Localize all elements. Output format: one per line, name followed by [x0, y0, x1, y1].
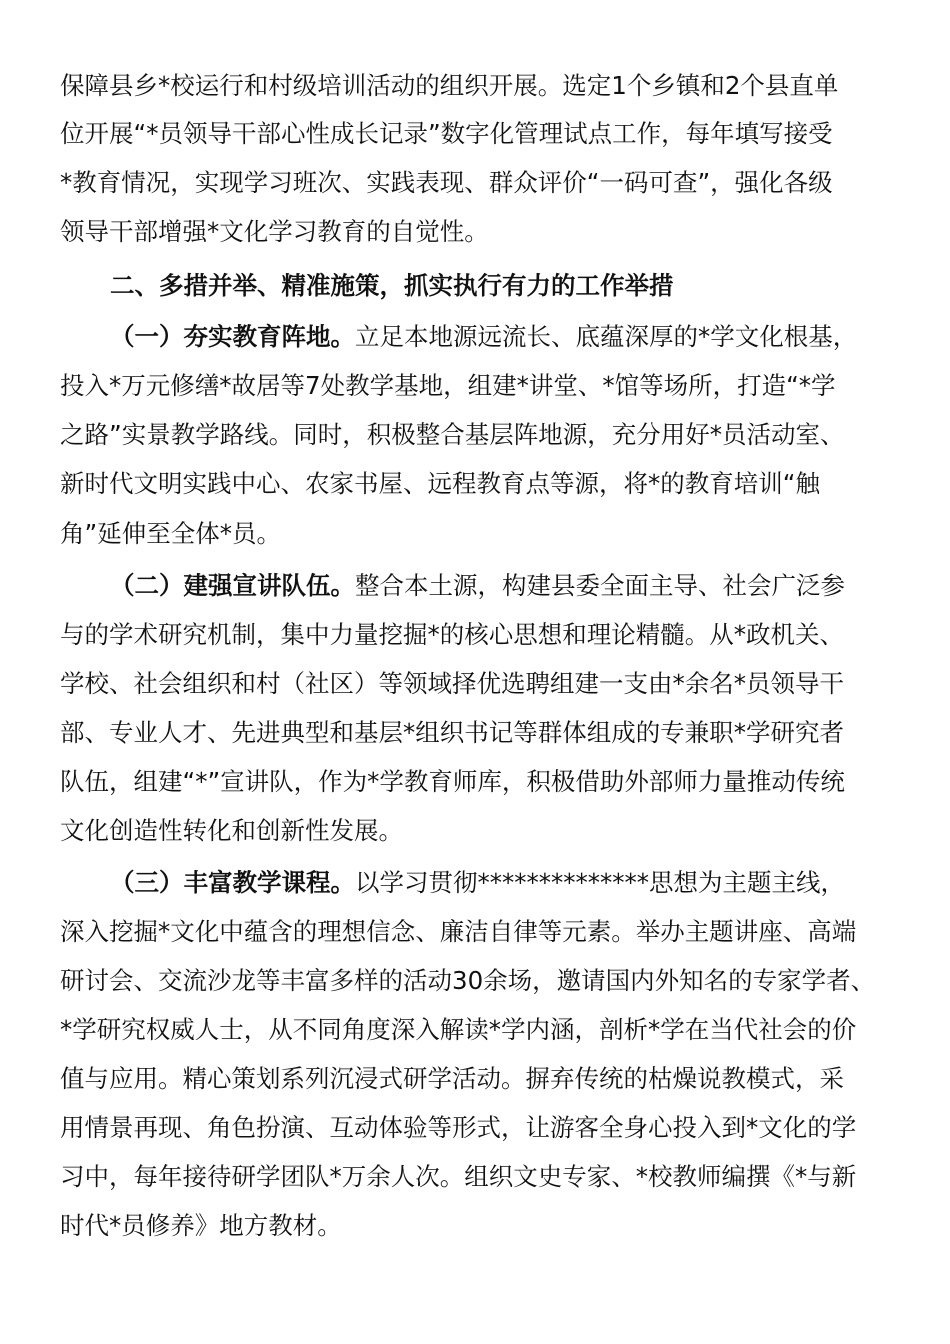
section-heading: 二、多措并举、精准施策，抓实执行有力的工作举措 [110, 271, 674, 300]
item-title: （二）建强宣讲队伍。 [110, 571, 355, 600]
paragraph-line: 深入挖掘*文化中蕴含的理想信念、廉洁自律等元素。举办主题讲座、高端 [60, 917, 857, 946]
item-text: 以学习贯彻**************思想为主题主线， [355, 868, 845, 897]
paragraph-line: 学校、社会组织和村（社区）等领域择优选聘组建一支由*余名*员领导干 [60, 669, 844, 698]
paragraph-line: 用情景再现、角色扮演、互动体验等形式，让游客全身心投入到*文化的学 [60, 1113, 857, 1142]
item-title: （三）丰富教学课程。 [110, 868, 355, 897]
paragraph-line: 投入*万元修缮*故居等7处教学基地，组建*讲堂、*馆等场所，打造“*学 [60, 371, 836, 400]
item-title: （一）夯实教育阵地。 [110, 322, 355, 351]
paragraph-line: 研讨会、交流沙龙等丰富多样的活动30余场，邀请国内外知名的专家学者、 [60, 966, 876, 995]
paragraph-line: 保障县乡*校运行和村级培训活动的组织开展。选定1个乡镇和2个县直单 [60, 71, 839, 100]
paragraph-line: 与的学术研究机制，集中力量挖掘*的核心思想和理论精髓。从*政机关、 [60, 620, 844, 649]
paragraph-line: 新时代文明实践中心、农家书屋、远程教育点等源，将*的教育培训“触 [60, 469, 820, 498]
paragraph-line: 值与应用。精心策划系列沉浸式研学活动。摒弃传统的枯燥说教模式，采 [60, 1064, 844, 1093]
paragraph-line: 角”延伸至全体*员。 [60, 519, 281, 548]
paragraph-line: 文化创造性转化和创新性发展。 [60, 816, 403, 845]
item-text: 立足本地源远流长、底蕴深厚的*学文化根基， [355, 322, 858, 351]
paragraph-line: 部、专业人才、先进典型和基层*组织书记等群体组成的专兼职*学研究者 [60, 718, 844, 747]
paragraph-line: 习中，每年接待研学团队*万余人次。组织文史专家、*校教师编撰《*与新 [60, 1162, 857, 1191]
paragraph-line: 之路”实景教学路线。同时，积极整合基层阵地源，充分用好*员活动室、 [60, 420, 845, 449]
paragraph-line: 领导干部增强*文化学习教育的自觉性。 [60, 217, 489, 246]
item-first-line [110, 313, 900, 361]
item-first-line [110, 562, 900, 610]
paragraph-line: 时代*员修养》地方教材。 [60, 1211, 342, 1240]
item-first-line [110, 859, 900, 907]
item-text: 整合本土源，构建县委全面主导、社会广泛参 [355, 571, 845, 600]
paragraph-line: *教育情况，实现学习班次、实践表现、群众评价“一码可查”，强化各级 [60, 168, 833, 197]
paragraph-line: 位开展“*员领导干部心性成长记录”数字化管理试点工作，每年填写接受 [60, 119, 833, 148]
paragraph-line: 队伍，组建“*”宣讲队，作为*学教育师库，积极借助外部师力量推动传统 [60, 767, 845, 796]
paragraph-line: *学研究权威人士，从不同角度深入解读*学内涵，剖析*学在当代社会的价 [60, 1015, 857, 1044]
